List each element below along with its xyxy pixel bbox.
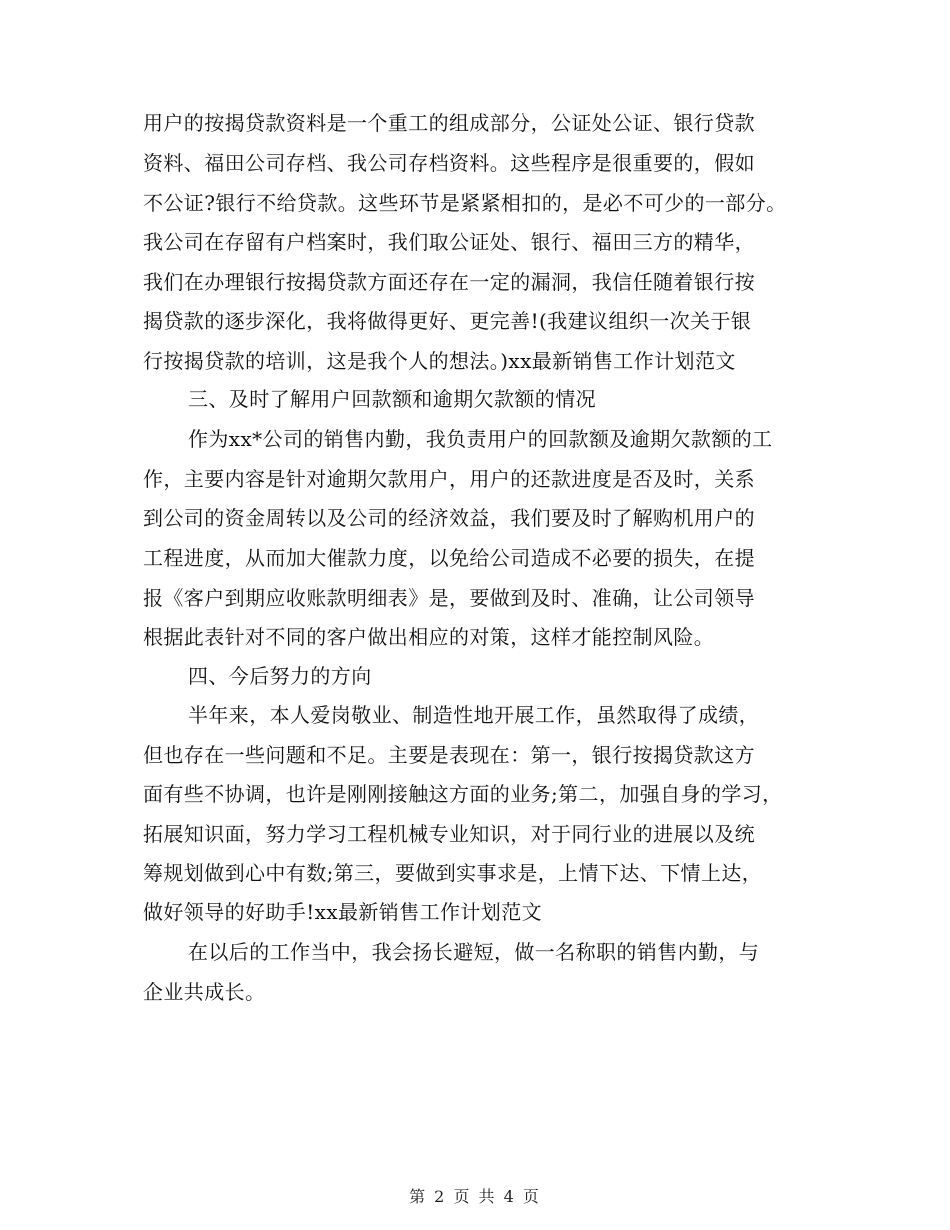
- body-line: 但也存在一些问题和不足。主要是表现在：第一，银行按揭贷款这方: [143, 743, 755, 767]
- section-heading: 三、及时了解用户回款额和逾期欠款额的情况: [188, 387, 596, 411]
- body-line: 企业共成长。: [143, 980, 266, 1004]
- body-line: 资料、福田公司存档、我公司存档资料。这些程序是很重要的，假如: [143, 151, 755, 175]
- body-line: 拓展知识面，努力学习工程机械专业知识，对于同行业的进展以及统: [143, 822, 755, 846]
- body-line: 作为xx*公司的销售内勤，我负责用户的回款额及逾期欠款额的工: [188, 427, 773, 451]
- body-line: 我公司在存留有户档案时，我们取公证处、银行、福田三方的精华，: [143, 230, 755, 254]
- body-line: 我们在办理银行按揭贷款方面还存在一定的漏洞，我信任随着银行按: [143, 270, 755, 294]
- body-line: 揭贷款的逐步深化，我将做得更好、更完善!(我建议组织一次关于银: [143, 309, 752, 333]
- body-line: 作，主要内容是针对逾期欠款用户，用户的还款进度是否及时，关系: [143, 467, 755, 491]
- body-line: 做好领导的好助手!xx最新销售工作计划范文: [143, 900, 542, 924]
- body-line: 用户的按揭贷款资料是一个重工的组成部分，公证处公证、银行贷款: [143, 111, 755, 135]
- body-line: 半年来，本人爱岗敬业、制造性地开展工作，虽然取得了成绩，: [188, 703, 760, 727]
- body-line: 行按揭贷款的培训，这是我个人的想法。)xx最新销售工作计划范文: [143, 349, 736, 373]
- body-line: 到公司的资金周转以及公司的经济效益，我们要及时了解购机用户的: [143, 506, 755, 530]
- body-line: 报《客户到期应收账款明细表》是，要做到及时、准确，让公司领导: [143, 586, 755, 610]
- body-line: 面有些不协调，也许是刚刚接触这方面的业务;第二，加强自身的学习，: [143, 782, 783, 806]
- body-line: 不公证?银行不给贷款。这些环节是紧紧相扣的，是必不可少的一部分。: [143, 191, 787, 215]
- page-footer: 第 2 页 共 4 页: [409, 1187, 541, 1206]
- body-line: 筹规划做到心中有数;第三，要做到实事求是，上情下达、下情上达，: [143, 861, 763, 885]
- body-line: 在以后的工作当中，我会扬长避短，做一名称职的销售内勤，与: [188, 940, 760, 964]
- body-line: 根据此表针对不同的客户做出相应的对策，这样才能控制风险。: [143, 625, 715, 649]
- body-line: 工程进度，从而加大催款力度，以免给公司造成不必要的损失，在提: [143, 546, 755, 570]
- section-heading: 四、今后努力的方向: [188, 664, 372, 688]
